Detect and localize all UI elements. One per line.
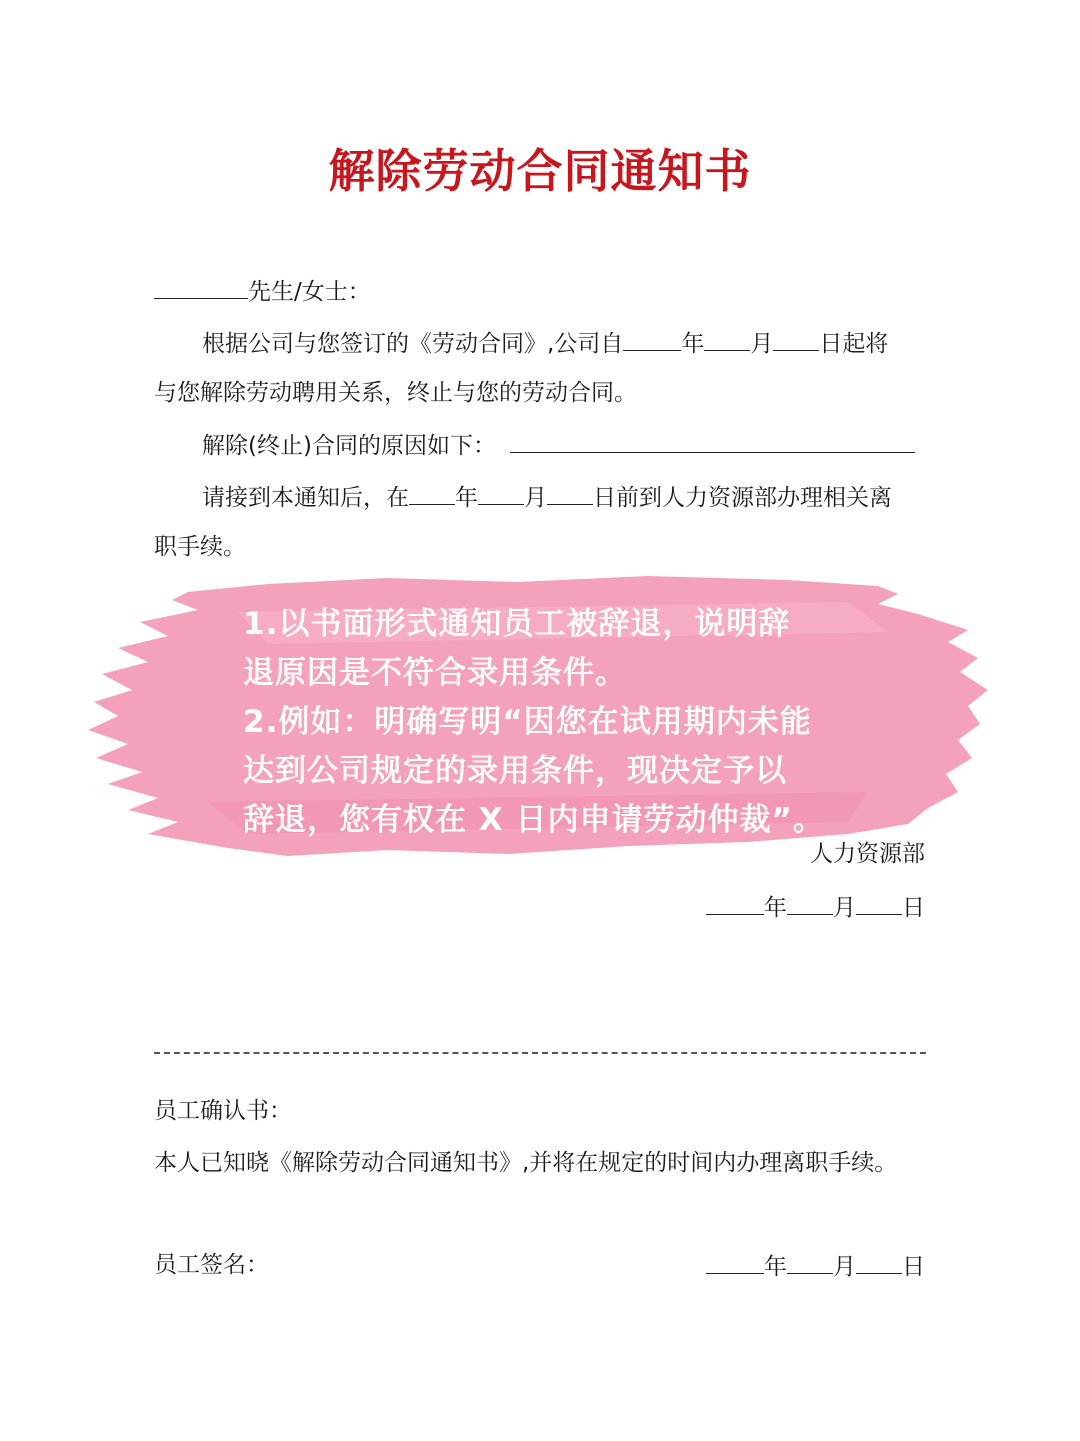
day-label: 日 [902,895,925,921]
month-label: 月 [833,895,856,921]
month-blank [787,1249,833,1274]
notice-date [706,890,925,924]
tip-overlay-text [243,600,883,845]
reason-blank [510,428,915,453]
confirmation-date [706,1249,925,1283]
document-title: 解除劳动合同通知书 [328,144,752,198]
department-signature: 人力资源部 [810,841,925,867]
para3-end-text: 日前到人力资源部办理相关离 [593,485,892,511]
year-label: 年 [681,331,705,357]
tip-line-2: 退原因是不符合录用条件。 [243,655,627,691]
day-label: 日 [902,1254,925,1280]
month-label: 月 [750,331,774,357]
day-blank [856,890,902,915]
tip-line-1: 1.以书面形式通知员工被辞退，说明辞 [243,606,791,642]
paragraph-1-line-2: 与您解除劳动聘用关系，终止与您的劳动合同。 [154,380,637,406]
reason-label: 解除(终止)合同的原因如下： [202,433,496,459]
paragraph-3-line-1 [202,480,892,514]
tip-line-4: 达到公司规定的录用条件，现决定予以 [243,753,787,789]
tip-line-5: 辞退，您有权在 X 日内申请劳动仲裁”。 [243,802,825,838]
month-blank [478,480,524,505]
confirmation-statement: 本人已知晓《解除劳动合同通知书》,并将在规定的时间内办理离职手续。 [154,1150,898,1176]
confirmation-heading: 员工确认书： [154,1098,292,1124]
year-blank [623,326,681,351]
employee-signature-label: 员工签名： [154,1252,269,1278]
year-label: 年 [455,485,478,511]
para1-end-text: 日起将 [819,331,889,357]
paragraph-3-line-2: 职手续。 [154,534,246,560]
day-blank [856,1249,902,1274]
day-blank [547,480,593,505]
month-blank [787,890,833,915]
cut-line-divider [154,1052,926,1054]
day-blank [773,326,819,351]
para3-text: 请接到本通知后，在 [202,485,409,511]
year-blank [706,890,764,915]
para1-text: 根据公司与您签订的《劳动合同》,公司自 [202,331,624,357]
paragraph-1-line-1 [202,326,888,360]
year-label: 年 [764,895,787,921]
tip-line-3: 2.例如：明确写明“因您在试用期内未能 [243,704,812,740]
month-label: 月 [833,1254,856,1280]
name-blank [154,274,248,299]
year-blank [706,1249,764,1274]
salutation-line [154,274,371,308]
reason-line [202,428,915,462]
month-label: 月 [524,485,547,511]
salutation-text: 先生/女士： [248,279,371,305]
year-label: 年 [764,1254,787,1280]
month-blank [704,326,750,351]
year-blank [409,480,455,505]
